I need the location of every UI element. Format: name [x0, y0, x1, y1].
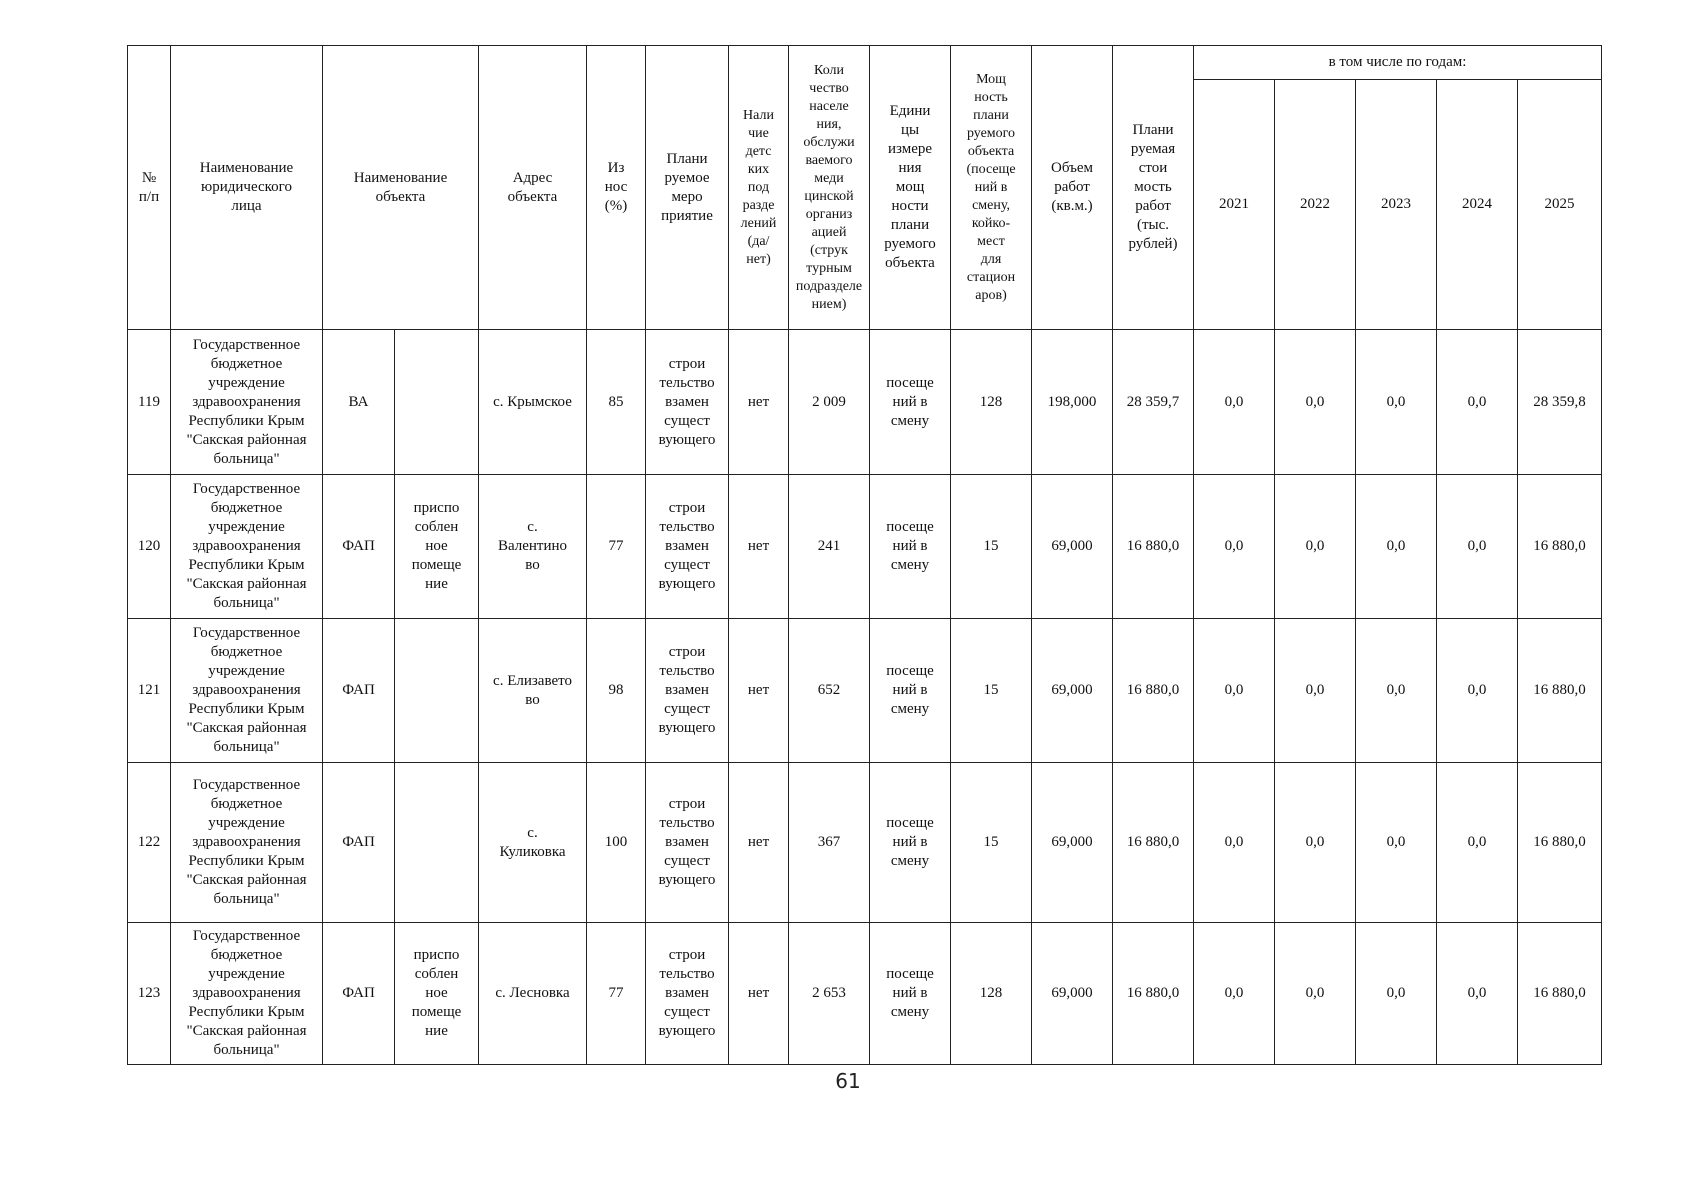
row-num: 119: [128, 330, 171, 475]
header-year-2025: 2025: [1518, 80, 1602, 330]
header-year-2023: 2023: [1356, 80, 1437, 330]
row-2025: 28 359,8: [1518, 330, 1602, 475]
row-address: с. Елизавето во: [479, 619, 587, 763]
row-units: посеще ний в смену: [870, 763, 951, 923]
header-year-2024: 2024: [1437, 80, 1518, 330]
row-object-type: ФАП: [323, 923, 395, 1065]
row-action: строи тельство взамен сущест вующего: [646, 763, 729, 923]
header-object-name: Наименование объекта: [323, 46, 479, 330]
row-cost: 28 359,7: [1113, 330, 1194, 475]
row-child-units: нет: [729, 619, 789, 763]
row-action: строи тельство взамен сущест вующего: [646, 330, 729, 475]
row-object-desc: [395, 763, 479, 923]
row-population: 2 653: [789, 923, 870, 1065]
row-capacity: 15: [951, 763, 1032, 923]
row-child-units: нет: [729, 475, 789, 619]
row-capacity: 15: [951, 475, 1032, 619]
row-population: 241: [789, 475, 870, 619]
row-2025: 16 880,0: [1518, 619, 1602, 763]
row-2024: 0,0: [1437, 330, 1518, 475]
table-row: [128, 475, 1602, 619]
row-wear: 77: [587, 923, 646, 1065]
header-wear: Из нос (%): [587, 46, 646, 330]
header-units: Едини цы измере ния мощ ности плани руемого объекта: [870, 46, 951, 330]
row-legal-entity: Государственное бюджетное учреждение здравоохранения Республики Крым "Сакская районная больница": [171, 763, 323, 923]
row-child-units: нет: [729, 763, 789, 923]
header-address: Адрес объекта: [479, 46, 587, 330]
row-num: 120: [128, 475, 171, 619]
row-2021: 0,0: [1194, 619, 1275, 763]
row-address: с. Валентино во: [479, 475, 587, 619]
row-2025: 16 880,0: [1518, 475, 1602, 619]
row-units: посеще ний в смену: [870, 475, 951, 619]
row-population: 2 009: [789, 330, 870, 475]
row-object-desc: [395, 619, 479, 763]
row-num: 121: [128, 619, 171, 763]
header-cost: Плани руемая стои мость работ (тыс. рублей): [1113, 46, 1194, 330]
row-cost: 16 880,0: [1113, 923, 1194, 1065]
header-num: № п/п: [128, 46, 171, 330]
row-object-desc: приспо соблен ное помеще ние: [395, 923, 479, 1065]
row-2023: 0,0: [1356, 923, 1437, 1065]
row-2025: 16 880,0: [1518, 763, 1602, 923]
row-2023: 0,0: [1356, 475, 1437, 619]
row-capacity: 128: [951, 923, 1032, 1065]
row-object-desc: [395, 330, 479, 475]
row-2022: 0,0: [1275, 763, 1356, 923]
row-wear: 77: [587, 475, 646, 619]
table-row: [128, 619, 1602, 763]
row-volume: 69,000: [1032, 619, 1113, 763]
row-capacity: 128: [951, 330, 1032, 475]
row-volume: 69,000: [1032, 923, 1113, 1065]
row-units: посеще ний в смену: [870, 330, 951, 475]
row-volume: 69,000: [1032, 763, 1113, 923]
header-population: Коли чество населе ния, обслужи ваемого меди цинской организ ацией (струк турным подразделе нием): [789, 46, 870, 330]
header-child-units: Нали чие детс ких под разде лений (да/ нет): [729, 46, 789, 330]
row-2023: 0,0: [1356, 619, 1437, 763]
row-wear: 85: [587, 330, 646, 475]
header-year-2022: 2022: [1275, 80, 1356, 330]
row-action: строи тельство взамен сущест вующего: [646, 923, 729, 1065]
row-object-desc: приспо соблен ное помеще ние: [395, 475, 479, 619]
row-units: посеще ний в смену: [870, 619, 951, 763]
table-row: [128, 763, 1602, 923]
row-2024: 0,0: [1437, 475, 1518, 619]
row-legal-entity: Государственное бюджетное учреждение здравоохранения Республики Крым "Сакская районная больница": [171, 475, 323, 619]
row-2023: 0,0: [1356, 763, 1437, 923]
investment-table: [127, 45, 1602, 1065]
row-action: строи тельство взамен сущест вующего: [646, 475, 729, 619]
row-address: с. Крымское: [479, 330, 587, 475]
row-legal-entity: Государственное бюджетное учреждение здравоохранения Республики Крым "Сакская районная больница": [171, 330, 323, 475]
row-action: строи тельство взамен сущест вующего: [646, 619, 729, 763]
row-object-type: ФАП: [323, 763, 395, 923]
row-2023: 0,0: [1356, 330, 1437, 475]
page-number: 61: [835, 1069, 861, 1093]
row-2022: 0,0: [1275, 330, 1356, 475]
header-planned-action: Плани руемое меро приятие: [646, 46, 729, 330]
row-2021: 0,0: [1194, 923, 1275, 1065]
row-capacity: 15: [951, 619, 1032, 763]
row-cost: 16 880,0: [1113, 475, 1194, 619]
row-2022: 0,0: [1275, 475, 1356, 619]
header-capacity: Мощ ность плани руемого объекта (посеще ний в смену, койко- мест для стацион аров): [951, 46, 1032, 330]
row-2021: 0,0: [1194, 330, 1275, 475]
row-num: 123: [128, 923, 171, 1065]
row-volume: 198,000: [1032, 330, 1113, 475]
row-2022: 0,0: [1275, 923, 1356, 1065]
header-by-years: в том числе по годам:: [1194, 46, 1602, 80]
header-volume: Объем работ (кв.м.): [1032, 46, 1113, 330]
row-population: 367: [789, 763, 870, 923]
table-row: [128, 923, 1602, 1065]
row-object-type: ФАП: [323, 475, 395, 619]
row-2024: 0,0: [1437, 923, 1518, 1065]
row-2024: 0,0: [1437, 619, 1518, 763]
row-child-units: нет: [729, 923, 789, 1065]
row-legal-entity: Государственное бюджетное учреждение здравоохранения Республики Крым "Сакская районная больница": [171, 923, 323, 1065]
row-wear: 98: [587, 619, 646, 763]
row-cost: 16 880,0: [1113, 619, 1194, 763]
row-2024: 0,0: [1437, 763, 1518, 923]
row-legal-entity: Государственное бюджетное учреждение здравоохранения Республики Крым "Сакская районная больница": [171, 619, 323, 763]
header-year-2021: 2021: [1194, 80, 1275, 330]
row-2025: 16 880,0: [1518, 923, 1602, 1065]
row-units: посеще ний в смену: [870, 923, 951, 1065]
table-row: [128, 330, 1602, 475]
row-address: с. Куликовка: [479, 763, 587, 923]
row-wear: 100: [587, 763, 646, 923]
row-object-type: ВА: [323, 330, 395, 475]
row-address: с. Лесновка: [479, 923, 587, 1065]
row-2021: 0,0: [1194, 475, 1275, 619]
row-2022: 0,0: [1275, 619, 1356, 763]
row-volume: 69,000: [1032, 475, 1113, 619]
row-child-units: нет: [729, 330, 789, 475]
row-object-type: ФАП: [323, 619, 395, 763]
row-cost: 16 880,0: [1113, 763, 1194, 923]
header-legal-entity: Наименование юридического лица: [171, 46, 323, 330]
row-population: 652: [789, 619, 870, 763]
row-num: 122: [128, 763, 171, 923]
row-2021: 0,0: [1194, 763, 1275, 923]
